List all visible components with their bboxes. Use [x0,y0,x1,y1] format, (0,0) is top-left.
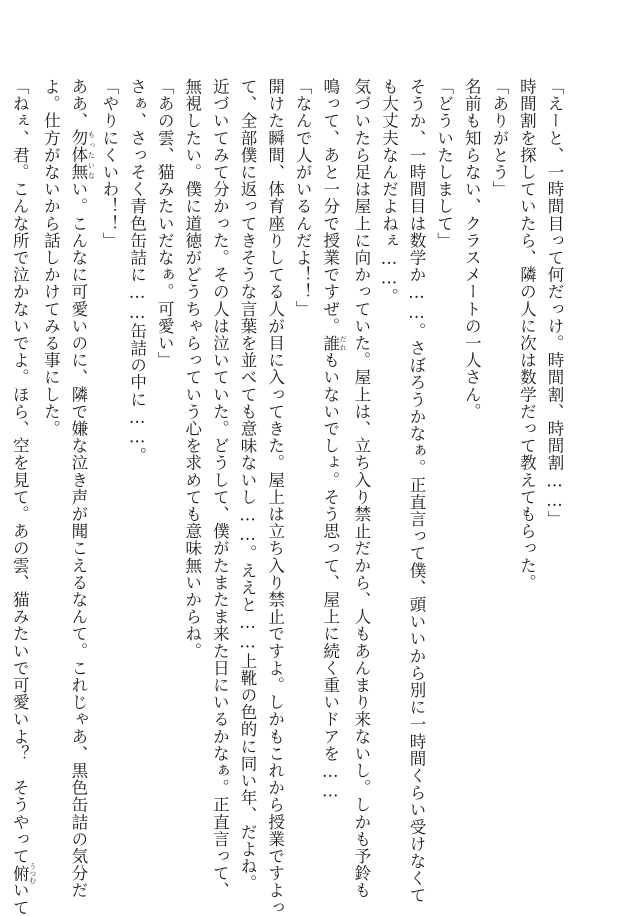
furigana: 誰 だれ [320,334,348,352]
vertical-text-body [10,78,568,916]
text-line-3: 「ありがとう」 [489,78,509,198]
text-line-10: 「なんで人がいるんだよ！！」 [293,78,313,318]
text-line-1: 「えーと、一時間目って何だっけ。時間割、時間割……」 [545,78,564,528]
text-line-12: て、全部僕に返ってきそうな言葉を並べても意味ないし……。ええと……上靴の色的に同い年、だよね。 [237,78,257,892]
text-line-15: 「あの雲、猫みたいだなぁ。可愛い」 [155,78,175,369]
text-line-2: 時間割を探していたら、隣の人に次は数学だって教えてもらった。 [517,78,537,591]
text-line-16: さぁ、さっそく青色缶詰に……缶詰の中に……。 [127,78,147,465]
text-line-14: 無視したい。僕に道徳がどうちゃらっていう心を求めても意味無いからね。 [182,78,202,660]
text-line-13: 近づいてみて分かった。その人は泣いていた。どうして、僕がたまたま来た日にいるかなぁ。正直言って、 [210,78,230,899]
furigana: 勿体無 もったいな [68,129,96,181]
text-line-17: 「やりにくいわ！！」 [100,78,119,249]
text-line-11: 開けた瞬間、体育座りしてる人が目に入ってきた。屋上は立ち入り禁止ですよ。しかもこれから授業ですよっ [265,78,285,916]
furigana: 俯 うつむ [10,862,37,884]
text-line-5: 「どういたしまして」 [434,78,454,249]
text-line-8: 気づいたら足は屋上に向かっていた。屋上は、立ち入り禁止だから、人もあんまり来ないし。しかも予鈴も [351,78,371,899]
text-line-18: ああ、勿体無 もったいない。こんなに可愛いのに、隣で嫌な泣き声が聞こえるなんて。これじゃあ、黒色缶詰の気分だ [68,78,96,899]
text-line-7: も大丈夫なんだよねぇ……。 [379,78,399,306]
text-line-19: よ。仕方がないから話しかけてみる事にした。 [41,78,61,438]
text-line-20: 「ねぇ、君。こんな所で泣かないでよ。ほら、空を見て。あの雲、猫みたいで可愛いよ？ そうやって俯 うつむいて [10,78,37,916]
text-line-9: 鳴って、あと一分で授業ですぜ。誰 だれもいないでしょ。そう思って、屋上に続く重いドアを…… [320,78,348,802]
text-line-4: 名前も知らない、クラスメートの一人さん。 [462,78,482,420]
text-line-6: そうか、一時間目は数学か……。さぼろうかなぁ。正直言って僕、頭いいから別に一時間くらい受けなくて [407,78,427,904]
